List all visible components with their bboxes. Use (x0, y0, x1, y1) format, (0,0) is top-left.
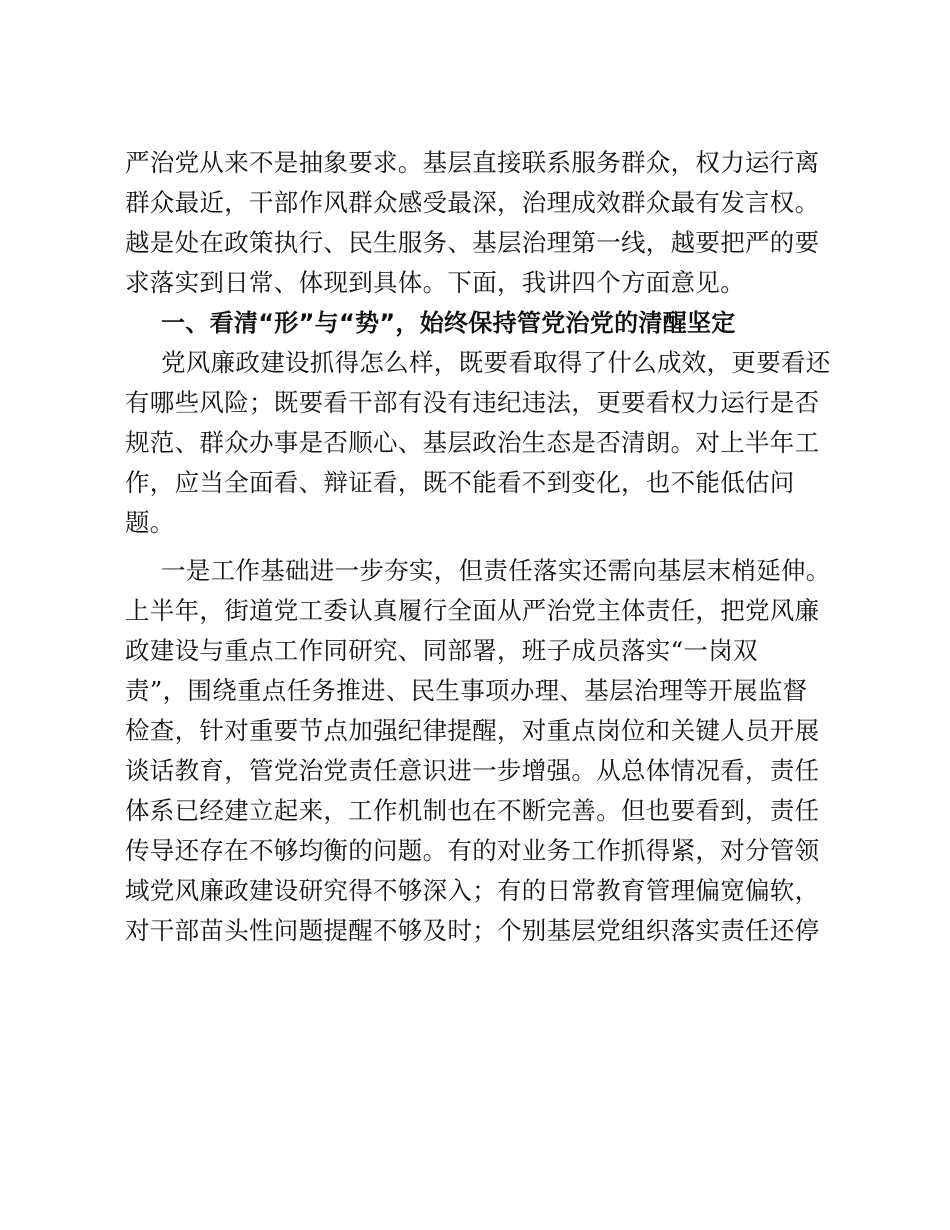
paragraph-2-line: 谈话教育，管党治党责任意识进一步增强。从总体情况看，责任 (125, 756, 820, 785)
paragraph-2-line: 对干部苗头性问题提醒不够及时；个别基层党组织落实责任还停 (125, 916, 820, 945)
paragraph-spacer (125, 543, 835, 551)
intro-line: 群众最近，干部作风群众感受最深，治理成效群众最有发言权。 (125, 188, 820, 217)
paragraph-2-line: 一是工作基础进一步夯实，但责任落实还需向基层末梢延伸。 (161, 556, 831, 585)
intro-line: 越是处在政策执行、民生服务、基层治理第一线，越要把严的要 (125, 228, 820, 257)
paragraph-2-line: 政建设与重点工作同研究、同部署，班子成员落实“一岗双 (125, 636, 758, 665)
paragraph-1-line: 有哪些风险；既要看干部有没有违纪违法，更要看权力运行是否 (125, 388, 820, 417)
paragraph-2-line: 传导还存在不够均衡的问题。有的对业务工作抓得紧，对分管领 (125, 836, 820, 865)
paragraph-2-line: 检查，针对重要节点加强纪律提醒，对重点岗位和关键人员开展 (125, 716, 820, 745)
paragraph-2-line: 责”，围绕重点任务推进、民生事项办理、基层治理等开展监督 (125, 676, 808, 705)
document-body (125, 143, 835, 951)
paragraph-2-line: 域党风廉政建设研究得不够深入；有的日常教育管理偏宽偏软， (125, 876, 820, 905)
intro-line: 严治党从来不是抽象要求。基层直接联系服务群众，权力运行离 (125, 148, 820, 177)
intro-line: 求落实到日常、体现到具体。下面，我讲四个方面意见。 (125, 268, 745, 297)
paragraph-2-line: 体系已经建立起来，工作机制也在不断完善。但也要看到，责任 (125, 796, 820, 825)
paragraph-1-line: 党风廉政建设抓得怎么样，既要看取得了什么成效，更要看还 (161, 348, 831, 377)
paragraph-1-line: 题。 (125, 508, 175, 537)
paragraph-1-line: 作，应当全面看、辩证看，既不能看不到变化，也不能低估问 (125, 468, 795, 497)
section-heading: 一、看清“形”与“势”，始终保持管党治党的清醒坚定 (161, 309, 736, 337)
paragraph-1-line: 规范、群众办事是否顺心、基层政治生态是否清朗。对上半年工 (125, 428, 820, 457)
paragraph-2-line: 上半年，街道党工委认真履行全面从严治党主体责任，把党风廉 (125, 596, 820, 625)
